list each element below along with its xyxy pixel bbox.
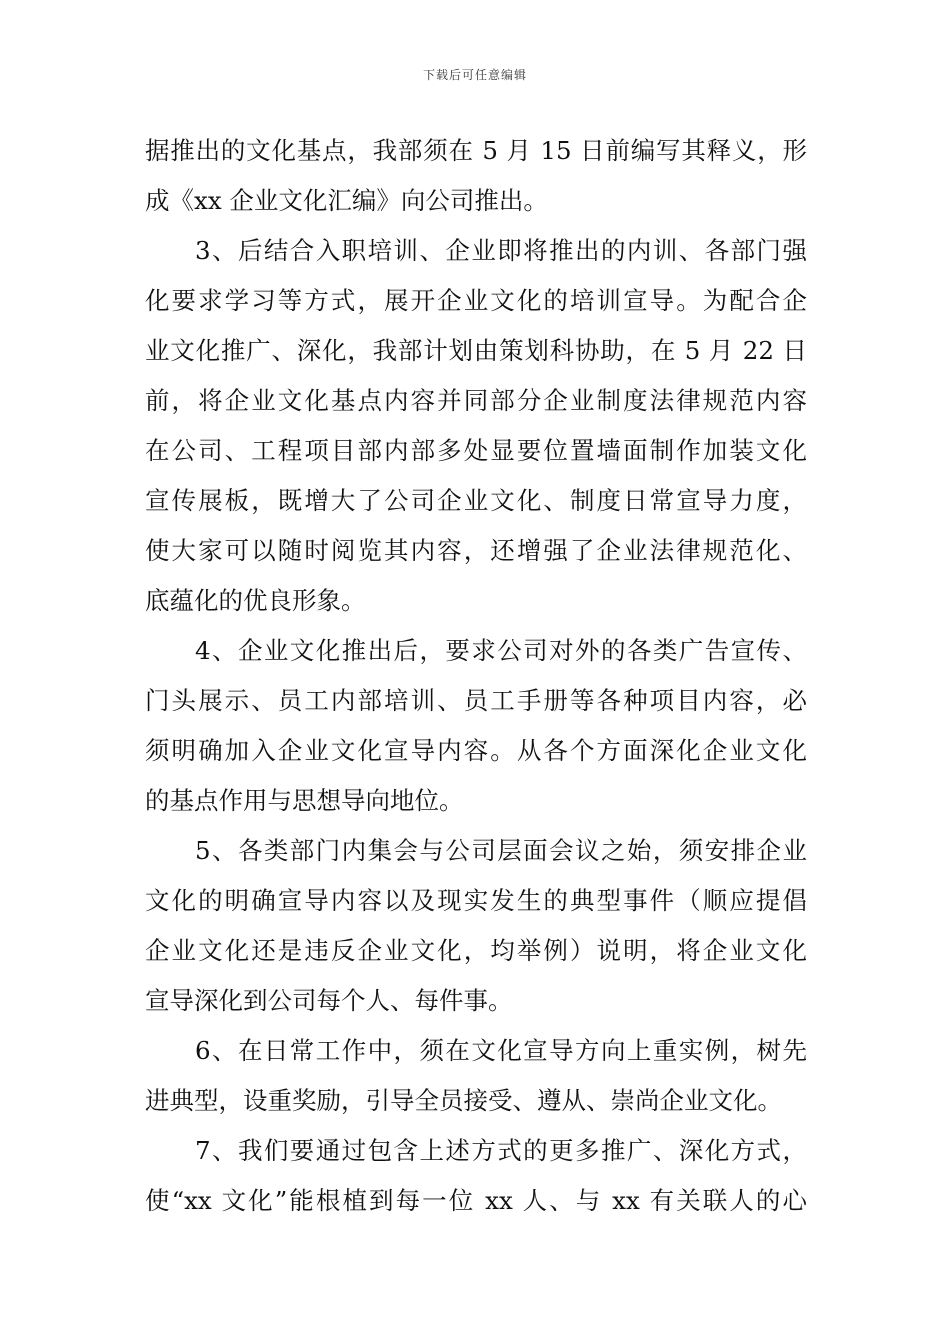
text-line: 进典型，设重奖励，引导全员接受、遵从、崇尚企业文化。 — [145, 1086, 782, 1115]
paragraph — [145, 126, 807, 226]
text-line: 须明确加入企业文化宣导内容。从各个方面深化企业文化 — [145, 736, 807, 765]
text-line: 使“xx 文化”能根植到每一位 xx 人、与 xx 有关联人的心 — [145, 1186, 807, 1215]
text-line: 业文化推广、深化，我部计划由策划科协助，在 5 月 22 日 — [145, 336, 807, 365]
text-line: 的基点作用与思想导向地位。 — [145, 786, 464, 815]
text-line: 4、企业文化推出后，要求公司对外的各类广告宣传、 — [195, 636, 807, 665]
paragraph — [145, 226, 807, 626]
text-line: 5、各类部门内集会与公司层面会议之始，须安排企业 — [195, 836, 807, 865]
text-line: 门头展示、员工内部培训、员工手册等各种项目内容，必 — [145, 686, 807, 715]
paragraph — [145, 826, 807, 1026]
text-line: 据推出的文化基点，我部须在 5 月 15 日前编写其释义，形 — [145, 136, 807, 165]
paragraph — [145, 1026, 807, 1126]
text-line: 成《xx 企业文化汇编》向公司推出。 — [145, 186, 548, 215]
text-line: 文化的明确宣导内容以及现实发生的典型事件（顺应提倡 — [145, 886, 807, 915]
page-header-note: 下载后可任意编辑 — [422, 68, 527, 82]
text-line: 6、在日常工作中，须在文化宣导方向上重实例，树先 — [195, 1036, 807, 1065]
text-line: 3、后结合入职培训、企业即将推出的内训、各部门强 — [195, 236, 807, 265]
text-line: 使大家可以随时阅览其内容，还增强了企业法律规范化、 — [145, 536, 807, 565]
text-line: 底蕴化的优良形象。 — [145, 586, 366, 615]
text-line: 前，将企业文化基点内容并同部分企业制度法律规范内容 — [145, 386, 807, 415]
paragraph — [145, 626, 807, 826]
paragraph — [145, 1126, 807, 1226]
text-line: 宣导深化到公司每个人、每件事。 — [145, 986, 513, 1015]
text-line: 在公司、工程项目部内部多处显要位置墙面制作加装文化 — [145, 436, 807, 465]
document-body — [145, 126, 807, 1226]
text-line: 7、我们要通过包含上述方式的更多推广、深化方式， — [195, 1136, 807, 1165]
text-line: 企业文化还是违反企业文化，均举例）说明，将企业文化 — [145, 936, 807, 965]
text-line: 宣传展板，既增大了公司企业文化、制度日常宣导力度， — [145, 486, 807, 515]
text-line: 化要求学习等方式，展开企业文化的培训宣导。为配合企 — [145, 286, 807, 315]
